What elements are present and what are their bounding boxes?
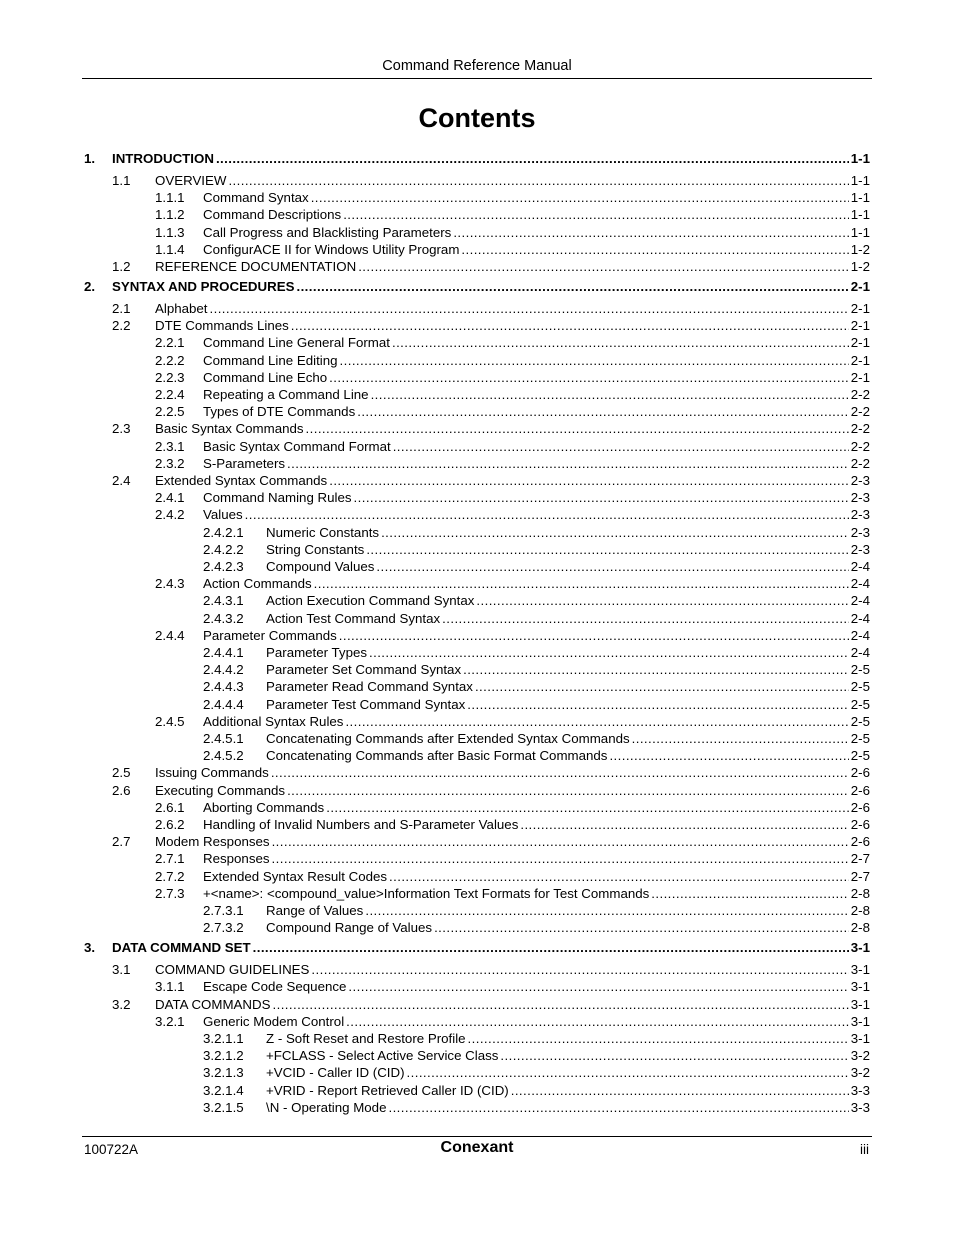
toc-entry-title: Concatenating Commands after Extended Syntax Commands — [266, 731, 630, 746]
toc-entry[interactable] — [0, 592, 954, 609]
toc-entry-page: 2-3 — [850, 490, 870, 506]
toc-entry-title: DTE Commands Lines — [155, 318, 289, 334]
toc-entry[interactable] — [0, 885, 954, 902]
toc-entry-page: 2-8 — [850, 920, 870, 936]
toc-entry-number: 1.1 — [112, 173, 131, 188]
toc-entry-page: 2-5 — [850, 713, 870, 729]
toc-entry[interactable] — [0, 541, 954, 558]
toc-entry[interactable] — [0, 939, 954, 956]
toc-entry-page: 2-4 — [850, 593, 870, 609]
toc-entry-number: 2.4.2 — [155, 507, 185, 523]
dot-leader — [272, 850, 849, 867]
toc-entry-number: 2.2.4 — [155, 387, 185, 402]
toc-entry[interactable] — [0, 747, 954, 764]
toc-entry[interactable] — [0, 258, 954, 275]
toc-entry-page: 2-8 — [850, 885, 870, 901]
toc-entry-title: DATA COMMANDS — [155, 996, 271, 1012]
toc-entry[interactable] — [0, 627, 954, 644]
toc-entry-number: 3.2.1.1 — [203, 1031, 244, 1046]
toc-entry-number: 3.1.1 — [155, 979, 185, 995]
toc-entry-title: Command Line General Format — [203, 335, 390, 351]
toc-entry-number: 2.3.1 — [155, 438, 185, 454]
toc-entry-title: Concatenating Commands after Basic Format Commands — [266, 748, 608, 764]
dot-leader — [329, 472, 849, 489]
toc-entry-page: 3-2 — [850, 1065, 870, 1081]
toc-entry[interactable] — [0, 575, 954, 592]
toc-entry-title: \N - Operating Mode — [266, 1099, 387, 1115]
footer-rule — [82, 1136, 872, 1137]
toc-entry[interactable] — [0, 224, 954, 241]
toc-entry[interactable] — [0, 961, 954, 978]
dot-leader — [228, 172, 848, 189]
toc-entry-page: 1-1 — [850, 190, 870, 206]
toc-entry-number: 2.7.3.2 — [203, 920, 244, 936]
toc-entry[interactable] — [0, 172, 954, 189]
toc-entry-number: 2.4.2.2 — [203, 541, 244, 557]
toc-entry-number: 3.2.1.3 — [203, 1065, 244, 1081]
toc-entry-number: 2.4.4.4 — [203, 696, 244, 712]
toc-entry-number: 3.1 — [112, 962, 131, 978]
dot-leader — [291, 317, 849, 334]
toc-entry-number: 3.2.1 — [155, 1013, 185, 1029]
dot-leader — [511, 1082, 849, 1099]
toc-entry[interactable] — [0, 150, 954, 167]
toc-entry-number: 2.4.1 — [155, 490, 185, 506]
dot-leader — [475, 678, 849, 695]
dot-leader — [388, 1099, 848, 1116]
toc-entry-title: Escape Code Sequence — [203, 979, 347, 995]
toc-entry-title: Repeating a Command Line — [203, 387, 369, 402]
dot-leader — [369, 644, 849, 661]
toc-entry-title: Additional Syntax Rules — [203, 713, 344, 729]
toc-entry-number: 2.4.4 — [155, 627, 185, 643]
toc-entry-number: 2.7 — [112, 834, 131, 850]
toc-entry-page: 1-1 — [850, 207, 870, 223]
dot-leader — [365, 902, 848, 919]
toc-entry[interactable] — [0, 1082, 954, 1099]
toc-entry-title: Issuing Commands — [155, 765, 269, 781]
dot-leader — [467, 696, 848, 713]
dot-leader — [453, 224, 848, 241]
dot-leader — [632, 730, 849, 747]
toc-entry-number: 2.3.2 — [155, 455, 185, 471]
toc-entry-number: 2.2.1 — [155, 335, 185, 351]
toc-entry-number: 2.6.2 — [155, 817, 185, 832]
toc-entry-number: 2.4 — [112, 473, 131, 488]
toc-entry-page: 2-4 — [850, 645, 870, 660]
dot-leader — [609, 747, 848, 764]
dot-leader — [296, 278, 848, 295]
dot-leader — [476, 592, 848, 609]
toc-entry-page: 2-2 — [850, 404, 870, 420]
toc-entry[interactable] — [0, 782, 954, 799]
dot-leader — [345, 713, 848, 730]
toc-entry-title: Compound Values — [266, 559, 375, 574]
toc-entry-number: 1.2 — [112, 259, 131, 274]
dot-leader — [354, 489, 849, 506]
toc-entry[interactable] — [0, 189, 954, 206]
toc-entry-number: 1.1.2 — [155, 207, 185, 223]
toc-entry-number: 2.4.4.2 — [203, 662, 244, 678]
toc-entry[interactable] — [0, 644, 954, 661]
toc-entry-number: 2.4.4.1 — [203, 645, 244, 660]
dot-leader — [651, 885, 848, 902]
toc-entry-page: 2-2 — [850, 387, 870, 402]
toc-entry-page: 2-3 — [850, 473, 870, 488]
toc-entry[interactable] — [0, 369, 954, 386]
toc-entry-page: 1-1 — [850, 173, 870, 188]
dot-leader — [343, 206, 849, 223]
toc-entry[interactable] — [0, 730, 954, 747]
dot-leader — [253, 939, 849, 956]
toc-entry-page: 2-4 — [850, 610, 870, 626]
toc-entry[interactable] — [0, 1064, 954, 1081]
toc-entry-page: 2-1 — [850, 335, 870, 351]
toc-entry[interactable] — [0, 678, 954, 695]
toc-entry[interactable] — [0, 1047, 954, 1064]
toc-entry-title: Extended Syntax Result Codes — [203, 868, 388, 884]
toc-entry-number: 2.7.3 — [155, 885, 185, 901]
toc-entry-page: 1-1 — [850, 224, 870, 240]
toc-entry[interactable] — [0, 438, 954, 455]
dot-leader — [311, 961, 848, 978]
toc-entry-title: Parameter Test Command Syntax — [266, 696, 466, 712]
toc-entry-title: Parameter Commands — [203, 627, 337, 643]
toc-entry-number: 2.2.5 — [155, 404, 185, 420]
toc-entry-title: Alphabet — [155, 301, 208, 316]
toc-entry-page: 1-2 — [850, 259, 870, 274]
toc-entry-page: 2-4 — [850, 559, 870, 574]
toc-entry-number: 1.1.1 — [155, 190, 185, 206]
toc-entry-page: 3-1 — [850, 1013, 870, 1029]
toc-entry-title: +VCID - Caller ID (CID) — [266, 1065, 405, 1081]
dot-leader — [357, 403, 849, 420]
toc-entry-number: 2.4.4.3 — [203, 679, 244, 695]
toc-entry-page: 3-1 — [850, 979, 870, 995]
toc-entry[interactable] — [0, 420, 954, 437]
toc-entry-page: 3-1 — [850, 1031, 870, 1046]
toc-entry-title: Command Naming Rules — [203, 490, 352, 506]
toc-entry[interactable] — [0, 278, 954, 295]
toc-entry-title: Command Line Echo — [203, 369, 328, 385]
toc-entry[interactable] — [0, 610, 954, 627]
toc-entry[interactable] — [0, 206, 954, 223]
toc-entry[interactable] — [0, 799, 954, 816]
toc-entry-number: 2.2 — [112, 318, 131, 334]
toc-entry[interactable] — [0, 506, 954, 523]
toc-entry-title: S-Parameters — [203, 455, 286, 471]
toc-entry-page: 2-6 — [850, 782, 870, 798]
toc-entry-number: 3.2.1.4 — [203, 1082, 244, 1098]
toc-entry[interactable] — [0, 850, 954, 867]
toc-entry-number: 2.4.5.1 — [203, 731, 244, 746]
dot-leader — [366, 541, 848, 558]
dot-leader — [520, 816, 848, 833]
footer-document-number: 100722A — [84, 1142, 139, 1157]
toc-entry-page: 3-1 — [850, 962, 870, 978]
dot-leader — [407, 1064, 849, 1081]
dot-leader — [245, 506, 849, 523]
toc-entry-number: 3.2.1.2 — [203, 1048, 244, 1064]
toc-entry[interactable] — [0, 489, 954, 506]
toc-entry-title: +<name>: <compound_value>Information Text Formats for Test Commands — [203, 885, 650, 901]
dot-leader — [273, 996, 849, 1013]
dot-leader — [468, 1030, 849, 1047]
toc-entry-number: 2.7.1 — [155, 851, 185, 867]
toc-entry-title: Z - Soft Reset and Restore Profile — [266, 1031, 466, 1046]
running-header-title: Command Reference Manual — [382, 58, 572, 74]
toc-entry-page: 2-3 — [850, 541, 870, 557]
toc-entry[interactable] — [0, 696, 954, 713]
toc-entry[interactable] — [0, 1013, 954, 1030]
toc-entry-title: DATA COMMAND SET — [112, 940, 251, 956]
dot-leader — [339, 627, 849, 644]
toc-entry-number: 2.4.5 — [155, 713, 185, 729]
toc-entry[interactable] — [0, 713, 954, 730]
dot-leader — [210, 300, 849, 317]
toc-entry[interactable] — [0, 472, 954, 489]
toc-entry-title: Modem Responses — [155, 834, 270, 850]
toc-entry[interactable] — [0, 386, 954, 403]
toc-entry-title: Basic Syntax Command Format — [203, 438, 391, 454]
toc-entry-page: 3-1 — [850, 996, 870, 1012]
toc-entry-title: ConfigurACE II for Windows Utility Program — [203, 241, 460, 257]
toc-entry-title: Compound Range of Values — [266, 920, 433, 936]
toc-entry-page: 2-6 — [850, 799, 870, 815]
toc-entry-number: 1.1.3 — [155, 224, 185, 240]
dot-leader — [371, 386, 849, 403]
dot-leader — [314, 575, 849, 592]
toc-entry-page: 2-3 — [850, 524, 870, 540]
toc-entry-title: Responses — [203, 851, 270, 867]
toc-entry-page: 2-6 — [850, 817, 870, 832]
toc-entry-title: SYNTAX AND PROCEDURES — [112, 279, 295, 294]
toc-entry-page: 2-8 — [850, 903, 870, 918]
toc-entry-page: 1-2 — [850, 241, 870, 257]
toc-entry[interactable] — [0, 816, 954, 833]
toc-entry-title: Basic Syntax Commands — [155, 421, 304, 437]
toc-entry-number: 2.4.3 — [155, 576, 185, 592]
dot-leader — [376, 558, 848, 575]
dot-leader — [287, 782, 849, 799]
toc-entry-number: 3.2.1.5 — [203, 1099, 244, 1115]
toc-entry-page: 2-1 — [850, 301, 870, 316]
toc-entry-page: 2-5 — [850, 748, 870, 764]
toc-entry-title: Call Progress and Blacklisting Parameters — [203, 224, 452, 240]
toc-entry-number: 2.4.3.1 — [203, 593, 244, 609]
page-title: Contents — [418, 103, 536, 133]
toc-entry-number: 2.7.3.1 — [203, 903, 244, 918]
toc-entry-title: Types of DTE Commands — [203, 404, 356, 420]
toc-entry-title: +FCLASS - Select Active Service Class — [266, 1048, 499, 1064]
toc-entry-title: OVERVIEW — [155, 173, 227, 188]
toc-entry[interactable] — [0, 996, 954, 1013]
footer-company-name: Conexant — [440, 1139, 514, 1156]
toc-entry-page: 3-1 — [850, 940, 870, 956]
toc-entry-page: 2-5 — [850, 679, 870, 695]
toc-entry-title: Parameter Read Command Syntax — [266, 679, 473, 695]
toc-entry[interactable] — [0, 978, 954, 995]
dot-leader — [346, 1013, 849, 1030]
toc-entry-title: COMMAND GUIDELINES — [155, 962, 310, 978]
dot-leader — [348, 978, 848, 995]
toc-entry-page: 2-1 — [850, 369, 870, 385]
toc-entry-title: Action Commands — [203, 576, 312, 592]
toc-entry[interactable] — [0, 352, 954, 369]
toc-entry-page: 2-1 — [850, 352, 870, 368]
toc-entry-title: Command Syntax — [203, 190, 309, 206]
dot-leader — [272, 833, 849, 850]
toc-entry-title: INTRODUCTION — [112, 151, 214, 166]
toc-entry[interactable] — [0, 334, 954, 351]
dot-leader — [216, 150, 849, 167]
toc-entry-title: Extended Syntax Commands — [155, 473, 328, 488]
toc-entry-page: 3-3 — [850, 1082, 870, 1098]
toc-entry-page: 3-3 — [850, 1099, 870, 1115]
dot-leader — [358, 258, 849, 275]
dot-leader — [311, 189, 849, 206]
toc-entry-page: 2-6 — [850, 834, 870, 850]
toc-entry[interactable] — [0, 919, 954, 936]
toc-entry-number: 3.2 — [112, 996, 131, 1012]
dot-leader — [287, 455, 849, 472]
toc-entry-page: 1-1 — [850, 151, 870, 166]
toc-entry-title: REFERENCE DOCUMENTATION — [155, 259, 357, 274]
dot-leader — [442, 610, 849, 627]
toc-entry-page: 2-4 — [850, 576, 870, 592]
dot-leader — [389, 868, 849, 885]
toc-entry-number: 2.4.5.2 — [203, 748, 244, 764]
toc-entry[interactable] — [0, 558, 954, 575]
toc-entry[interactable] — [0, 764, 954, 781]
dot-leader — [381, 524, 849, 541]
toc-entry-title: Parameter Set Command Syntax — [266, 662, 462, 678]
toc-entry-title: Numeric Constants — [266, 524, 380, 540]
toc-entry-number: 2.4.3.2 — [203, 610, 244, 626]
toc-entry-page: 3-2 — [850, 1048, 870, 1064]
toc-entry-number: 1.1.4 — [155, 241, 185, 257]
toc-entry[interactable] — [0, 868, 954, 885]
toc-entry-page: 2-5 — [850, 662, 870, 678]
toc-entry[interactable] — [0, 1030, 954, 1047]
toc-entry[interactable] — [0, 1099, 954, 1116]
dot-leader — [500, 1047, 848, 1064]
dot-leader — [340, 352, 849, 369]
toc-entry-number: 3. — [84, 940, 96, 956]
toc-entry-number: 2. — [84, 279, 96, 294]
toc-entry-title: Range of Values — [266, 903, 364, 918]
toc-entry-number: 2.2.2 — [155, 352, 185, 368]
toc-entry-page: 2-1 — [850, 279, 870, 294]
toc-entry[interactable] — [0, 241, 954, 258]
toc-entry-title: Handling of Invalid Numbers and S-Parameter Values — [203, 817, 519, 832]
toc-entry[interactable] — [0, 300, 954, 317]
dot-leader — [329, 369, 849, 386]
toc-entry[interactable] — [0, 524, 954, 541]
dot-leader — [461, 241, 848, 258]
toc-entry-number: 2.2.3 — [155, 369, 185, 385]
toc-entry-page: 2-3 — [850, 507, 870, 523]
toc-entry-page: 2-6 — [850, 765, 870, 781]
toc-entry-number: 2.1 — [112, 301, 131, 316]
toc-entry-title: +VRID - Report Retrieved Caller ID (CID) — [266, 1082, 509, 1098]
footer-page-number: iii — [860, 1142, 869, 1157]
toc-entry-number: 2.7.2 — [155, 868, 185, 884]
toc-entry-number: 2.5 — [112, 765, 131, 781]
toc-entry[interactable] — [0, 317, 954, 334]
toc-entry-title: Action Test Command Syntax — [266, 610, 441, 626]
toc-entry[interactable] — [0, 902, 954, 919]
dot-leader — [306, 420, 849, 437]
toc-entry-page: 2-2 — [850, 455, 870, 471]
toc-entry-title: Parameter Types — [266, 645, 368, 660]
toc-entry-page: 2-5 — [850, 731, 870, 746]
toc-entry[interactable] — [0, 833, 954, 850]
toc-entry-page: 2-5 — [850, 696, 870, 712]
toc-entry-title: Command Line Editing — [203, 352, 338, 368]
toc-entry-page: 2-4 — [850, 627, 870, 643]
toc-entry-title: Command Descriptions — [203, 207, 342, 223]
toc-entry-number: 2.6 — [112, 782, 131, 798]
toc-entry[interactable] — [0, 455, 954, 472]
dot-leader — [393, 438, 849, 455]
dot-leader — [271, 764, 849, 781]
toc-entry-page: 2-7 — [850, 851, 870, 867]
dot-leader — [392, 334, 849, 351]
toc-entry[interactable] — [0, 661, 954, 678]
toc-entry-page: 2-7 — [850, 868, 870, 884]
toc-entry-page: 2-2 — [850, 438, 870, 454]
toc-entry-number: 2.6.1 — [155, 799, 185, 815]
toc-entry-title: Generic Modem Control — [203, 1013, 345, 1029]
toc-entry-number: 2.4.2.1 — [203, 524, 244, 540]
toc-entry-page: 2-1 — [850, 318, 870, 334]
dot-leader — [326, 799, 849, 816]
toc-entry-number: 1. — [84, 151, 96, 166]
toc-entry[interactable] — [0, 403, 954, 420]
toc-entry-title: Executing Commands — [155, 782, 286, 798]
dot-leader — [463, 661, 849, 678]
toc-entry-title: Values — [203, 507, 243, 523]
toc-entry-number: 2.3 — [112, 421, 131, 437]
toc-entry-number: 2.4.2.3 — [203, 559, 244, 574]
dot-leader — [434, 919, 849, 936]
toc-entry-title: String Constants — [266, 541, 365, 557]
toc-entry-title: Aborting Commands — [203, 799, 325, 815]
toc-entry-page: 2-2 — [850, 421, 870, 437]
toc-entry-title: Action Execution Command Syntax — [266, 593, 475, 609]
